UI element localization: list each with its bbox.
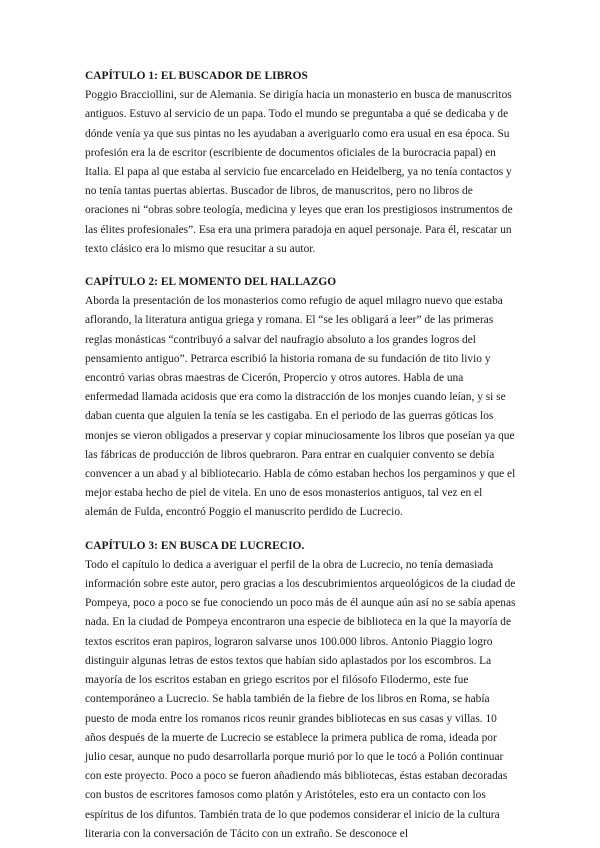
chapter-body: Aborda la presentación de los monasterios como refugio de aquel milagro nuevo que estaba aflorando, la literatura antigua griega y romana. El “se les obligará a leer” de las primeras reglas monásticas “contribuyó a salvar del naufragio absoluto a los grandes logros del pensamiento antiguo”. Petrarca escribió la historia romana de su fundación de tito livio y encontró varias obras maestras de Cicerón, Propercio y otros autores. Habla de una enfermedad llamada acidosis que era como la distracción de los monjes cuando leían, y si se daban cuenta que alguien la tenía se les castigaba. En el periodo de las guerras góticas los monjes se vieron obligados a preservar y copiar minuciosamente los libros que poseían ya que las fábricas de producción de libros quebraron. Para entrar en cualquier convento se debía convencer a un abad y al bibliotecario. Habla de cómo estaban hechos los pergaminos y que el mejor estaba hecho de piel de vitela. En uno de esos monasterios antiguos, tal vez en el alemán de Fulda, encontró Poggio el manuscrito perdido de Lucrecio. <box>85 295 516 519</box>
chapter-title: CAPÍTULO 1: EL BUSCADOR DE LIBROS <box>85 70 308 82</box>
chapter-title: CAPÍTULO 2: EL MOMENTO DEL HALLAZGO <box>85 276 337 289</box>
chapter-1 <box>85 67 518 259</box>
chapter-body: Todo el capítulo lo dedica a averiguar el perfil de la obra de Lucrecio, no tenía demasiada información sobre este autor, pero gracias a los descubrimientos arqueológicos de la ciudad de Pompeya, poco a poco se fue conociendo un poco más de él aunque aún así no se sabía apenas nada. En la ciudad de Pompeya encontraron una especie de biblioteca en la que la mayoría de textos escritos eran papiros, lograron salvarse unos 100.000 libros. Antonio Piaggio logro distinguir algunas letras de estos textos que habían sido aplastados por los escombros. La mayoría de los escritos estaban en griego escritos por el filósofo Filodermo, este fue contemporáneo a Lucrecio. Se habla también de la fiebre de los libros en Roma, se había puesto de moda entre los romanos ricos reunir grandes bibliotecas en sus casas y villas. 10 años después de la muerte de Lucrecio se establece la primera publica de roma, ideada por julio cesar, aunque no pudo desarrollarla porque murió por lo que le tocó a Polión continuar con este proyecto. Poco a poco se fueron añadiendo más bibliotecas, éstas estaban decoradas con bustos de escritores famosos como platón y Aristóteles, esto era un contacto con los espíritus de los difuntos. También trata de lo que podemos considerar el inicio de la cultura literaria con la conversación de Tácito con un extraño. Se desconoce el <box>85 558 516 840</box>
chapter-title: CAPÍTULO 3: EN BUSCA DE LUCRECIO. <box>85 539 305 552</box>
chapter-body: Poggio Bracciollini, sur de Alemania. Se dirigía hacia un monasterio en busca de manuscritos antiguos. Estuvo al servicio de un papa. Todo el mundo se preguntaba a qué se dedicaba y de dónde venía ya que sus pintas no les ayudaban a averiguarlo como era usual en esa época. Su profesión era la de escritor (escribiente de documentos oficiales de la burocracia papal) en Italia. El papa al que estaba al servicio fue encarcelado en Heidelberg, ya no tenía contactos y no tenía tantas puertas abiertas. Buscador de libros, de manuscritos, pero no libros de oraciones ni “obras sobre teología, medicina y leyes que eran los prestigiosos instrumentos de las élites profesionales”. Esa era una primera paradoja en aquel personaje. Para él, rescatar un texto clásico era lo mismo que resucitar a su autor. <box>85 89 513 255</box>
chapter-3 <box>85 537 518 844</box>
chapter-2 <box>85 273 518 523</box>
